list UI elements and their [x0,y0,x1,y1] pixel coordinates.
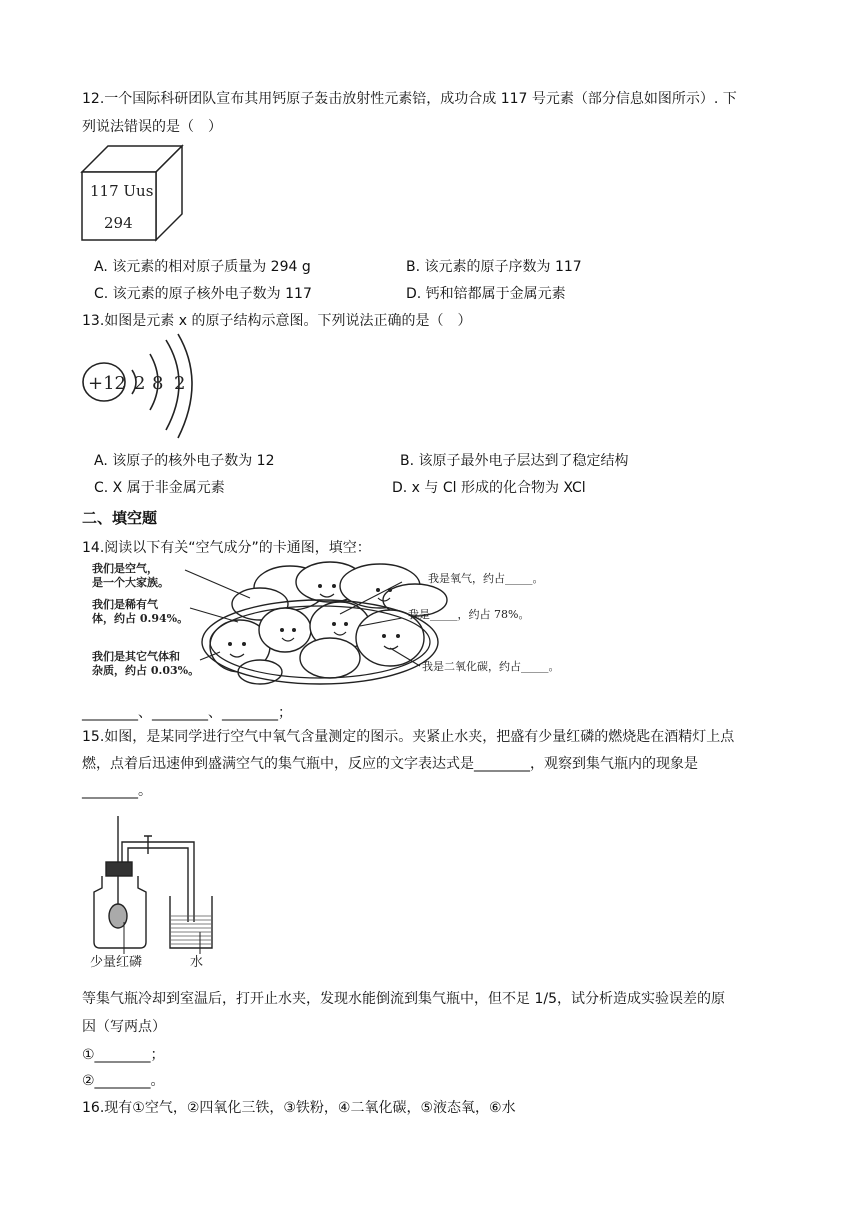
q15-line2: 燃，点着后迅速伸到盛满空气的集气瓶中，反应的文字表达式是________，观察到集气瓶内的现象是 [82,756,698,772]
label-red-phosphorus: 少量红磷 [90,955,143,970]
cartoon-left3-line2: 杂质，约占 0.03%。 [92,664,200,677]
shell3-electrons: 2 [174,373,186,394]
q15-blank2: ②________。 [82,1073,165,1089]
nucleus-charge: +12 [88,373,126,394]
shell2-electrons: 8 [152,373,164,394]
cartoon-left3-line1: 我们是其它气体和 [92,650,180,663]
q12-text-line1: 12.一个国际科研团队宣布其用钙原子轰击放射性元素锫，成功合成 117 号元素（部分信息如图所示）. 下 [82,91,737,107]
q15-line1: 15.如图，是某同学进行空气中氧气含量测定的图示。夹紧止水夹，把盛有少量红磷的燃烧匙在酒精灯上点 [82,729,735,745]
label-water: 水 [190,955,204,970]
air-composition-cartoon [90,560,580,690]
q15-line5: 因（写两点） [82,1019,166,1035]
q12-text-line2: 列说法错误的是（ ） [82,119,222,135]
cartoon-right3: 我是二氧化碳，约占_____。 [422,660,560,673]
q13-option-d: D. x 与 Cl 形成的化合物为 XCl [392,480,586,496]
q16-text: 16.现有①空气，②四氧化三铁，③铁粉，④二氧化碳，⑤液态氧，⑥水 [82,1100,516,1116]
section-title: 二、填空题 [82,509,158,527]
q13-option-c: C. X 属于非金属元素 [94,480,225,496]
q15-line4: 等集气瓶冷却到室温后，打开止水夹，发现水能倒流到集气瓶中，但不足 1/5，试分析造成实验误差的原 [82,991,725,1007]
cartoon-left1-line2: 是一个大家族。 [92,576,169,589]
element-cube-diagram [78,140,188,244]
q12-option-b: B. 该元素的原子序数为 117 [406,259,582,275]
cartoon-left2-line2: 体，约占 0.94%。 [92,612,189,625]
shell1-electrons: 2 [134,373,146,394]
q13-text: 13.如图是元素 x 的原子结构示意图。下列说法正确的是（ ） [82,313,472,329]
cartoon-left2-line1: 我们是稀有气 [92,598,158,611]
q14-text: 14.阅读以下有关“空气成分”的卡通图，填空： [82,540,371,556]
cartoon-left1-line1: 我们是空气， [92,562,158,575]
cartoon-right2: 我是_____，约占 78%。 [408,608,530,621]
q14-answer-line: ________、________、________； [82,705,292,721]
element-mass: 294 [104,214,133,232]
q12-option-a: A. 该元素的相对原子质量为 294 g [94,259,311,275]
q15-line3: ________。 [82,783,152,799]
q12-option-c: C. 该元素的原子核外电子数为 117 [94,286,312,302]
q13-option-a: A. 该原子的核外电子数为 12 [94,453,275,469]
oxygen-experiment-apparatus [88,812,228,970]
q12-option-d: D. 钙和锫都属于金属元素 [406,286,566,302]
q15-blank1: ①________； [82,1047,165,1063]
cartoon-right1: 我是氧气，约占_____。 [428,572,544,585]
element-number-symbol: 117 Uus [90,182,154,200]
q13-option-b: B. 该原子最外电子层达到了稳定结构 [400,453,629,469]
atomic-structure-diagram [80,330,195,442]
